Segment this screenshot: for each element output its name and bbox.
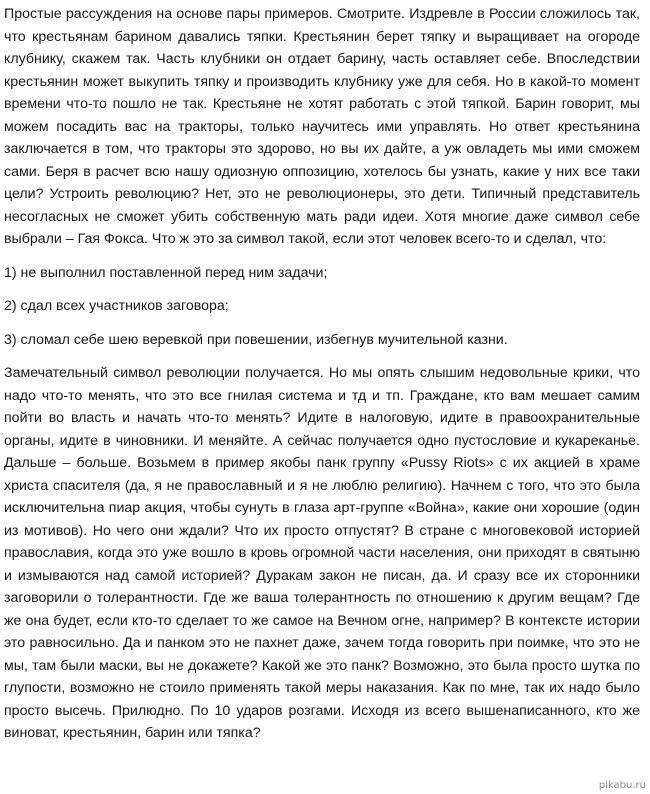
list-item-1: 1) не выполнил поставленной перед ним задачи; — [4, 264, 328, 281]
list-item-2: 2) сдал всех участников заговора; — [4, 298, 229, 314]
list-item-3: 3) сломал себе шею веревкой при повешении, избегнув мучительной казни. — [4, 331, 508, 348]
paragraph-main: Замечательный символ революции получается. Но мы опять слышим недовольные крики, что надо что-то менять, что это все гнилая система и тд и тп. Граждане, кто вам мешает самим пойти во власть и начать что-то менять? Идите в налоговую, идите в правоохранительные органы, идите в чиновники. И меняйте. А сейчас получается одно пустословие и кукареканье. Дальше – больше. Возьмем в пример якобы панк группу «Pussy Riots» с их акцией в храме христа спасителя (да, я не православный и я не люблю религию). Начнем с того, что это была исключительна пиар акция, чтобы сунуть в глаза арт-группе «Война», какие они хорошие (один из мотивов). Но чего они ждали? Что их просто отпустят? В стране с многовековой историей православия, когда это уже вошло в кровь огромной части населения, они приходят в святыню и измываются над самой историей? Дуракам закон не писан, да. И сразу все их сторонники заговорили о толерантности. Где же ваша толерантность по отношению к другим вещам? Где же она будет, если кто-то сделает то же самое на Вечном огне, например? В контексте истории это равносильно. Да и панком это не пахнет даже, зачем тогда говорить при поимке, что это не мы, там были маски, вы не докажете? Какой же это панк? Возможно, это была просто шутка по глупости, возможно не стоило применять такой меры наказания. Как по мне, так их надо было просто высечь. Прилюдно. По 10 ударов розгами. Исходя из всего вышенаписанного, кто же виноват, крестьянин, барин или тяпка? — [4, 365, 640, 741]
document-body — [4, 3, 640, 745]
site-watermark: pikabu.ru — [598, 780, 646, 791]
paragraph-intro: Простые рассуждения на основе пары примеров. Смотрите. Издревле в России сложилось так, что крестьянам барином давались тяпки. Крестьянин берет тяпку и выращивает на огороде клубнику, скажем так. Часть клубники он отдает барину, часть оставляет себе. Впоследствии крестьянин может выкупить тяпку и производить клубнику уже для себя. Но в какой-то момент времени что-то пошло не так. Крестьяне не хотят работать с этой тяпкой. Барин говорит, мы можем посадить вас на тракторы, только научитесь ими управлять. Но ответ крестьянина заключается в том, что тракторы это здорово, но вы их дайте, а уж овладеть мы ими сможем сами. Беря в расчет всю нашу одиозную оппозицию, хотелось бы узнать, какие у них все таки цели? Устроить революцию? Нет, это не революционеры, это дети. Типичный представитель несогласных не сможет убить собственную мать ради идеи. Хотя многие даже символ себе выбрали – Гая Фокса. Что ж это за символ такой, если этот человек всего-то и сделал, что: — [4, 6, 640, 247]
